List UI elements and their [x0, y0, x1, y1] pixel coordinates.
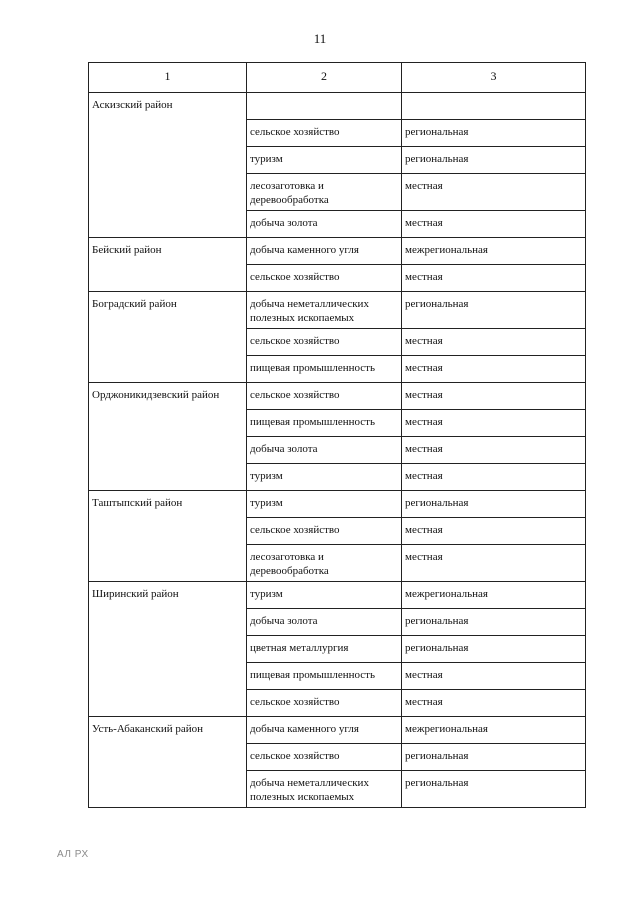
- significance-cell: местная: [402, 690, 586, 717]
- activity-cell: добыча каменного угля: [247, 717, 402, 744]
- activity-cell: цветная металлургия: [247, 636, 402, 663]
- significance-cell: местная: [402, 356, 586, 383]
- significance-cell: местная: [402, 174, 586, 211]
- significance-cell: местная: [402, 464, 586, 491]
- activity-cell: пищевая промышленность: [247, 663, 402, 690]
- activity-cell: сельское хозяйство: [247, 744, 402, 771]
- significance-cell: межрегиональная: [402, 238, 586, 265]
- table-row: [89, 93, 586, 120]
- significance-cell: местная: [402, 518, 586, 545]
- significance-cell: местная: [402, 383, 586, 410]
- activity-cell: туризм: [247, 147, 402, 174]
- significance-cell: [402, 93, 586, 120]
- activity-cell: туризм: [247, 464, 402, 491]
- significance-cell: местная: [402, 265, 586, 292]
- significance-cell: местная: [402, 437, 586, 464]
- page-number: 11: [313, 31, 327, 46]
- significance-cell: местная: [402, 663, 586, 690]
- table-row: [89, 582, 586, 609]
- activity-cell: добыча золота: [247, 211, 402, 238]
- district-cell: Боградский район: [89, 292, 247, 383]
- significance-cell: региональная: [402, 744, 586, 771]
- district-cell: Бейский район: [89, 238, 247, 292]
- district-cell: Аскизский район: [89, 93, 247, 238]
- header-col-1: 1: [89, 63, 247, 93]
- district-cell: Ширинский район: [89, 582, 247, 717]
- activity-cell: лесозаготовка и деревообработка: [247, 545, 402, 582]
- activity-cell: сельское хозяйство: [247, 265, 402, 292]
- header-col-2: 2: [247, 63, 402, 93]
- district-cell: Таштыпский район: [89, 491, 247, 582]
- activity-cell: добыча золота: [247, 609, 402, 636]
- table-row: [89, 491, 586, 518]
- activity-cell: добыча золота: [247, 437, 402, 464]
- significance-cell: местная: [402, 211, 586, 238]
- activity-cell: сельское хозяйство: [247, 518, 402, 545]
- table-body: [89, 93, 586, 808]
- activity-cell: пищевая промышленность: [247, 356, 402, 383]
- activity-cell: сельское хозяйство: [247, 690, 402, 717]
- significance-cell: региональная: [402, 636, 586, 663]
- district-cell: Усть-Абаканский район: [89, 717, 247, 808]
- activity-cell: [247, 93, 402, 120]
- table-header: [89, 63, 586, 93]
- significance-cell: региональная: [402, 771, 586, 808]
- activity-cell: добыча неметаллических полезных ископаемых: [247, 771, 402, 808]
- activity-cell: добыча неметаллических полезных ископаемых: [247, 292, 402, 329]
- significance-cell: региональная: [402, 609, 586, 636]
- significance-cell: региональная: [402, 491, 586, 518]
- header-row: [89, 63, 586, 93]
- significance-cell: межрегиональная: [402, 582, 586, 609]
- significance-cell: местная: [402, 545, 586, 582]
- significance-cell: региональная: [402, 292, 586, 329]
- activity-cell: сельское хозяйство: [247, 120, 402, 147]
- significance-cell: местная: [402, 410, 586, 437]
- activity-cell: пищевая промышленность: [247, 410, 402, 437]
- table-row: [89, 383, 586, 410]
- district-activity-table: [88, 62, 586, 808]
- activity-cell: туризм: [247, 491, 402, 518]
- significance-cell: региональная: [402, 120, 586, 147]
- footer-watermark: АЛ РХ: [57, 849, 89, 860]
- table-row: [89, 292, 586, 329]
- table-row: [89, 717, 586, 744]
- table-row: [89, 238, 586, 265]
- significance-cell: межрегиональная: [402, 717, 586, 744]
- significance-cell: местная: [402, 329, 586, 356]
- activity-cell: туризм: [247, 582, 402, 609]
- activity-cell: лесозаготовка и деревообработка: [247, 174, 402, 211]
- activity-cell: добыча каменного угля: [247, 238, 402, 265]
- header-col-3: 3: [402, 63, 586, 93]
- significance-cell: региональная: [402, 147, 586, 174]
- district-cell: Орджоникидзевский район: [89, 383, 247, 491]
- activity-cell: сельское хозяйство: [247, 383, 402, 410]
- activity-cell: сельское хозяйство: [247, 329, 402, 356]
